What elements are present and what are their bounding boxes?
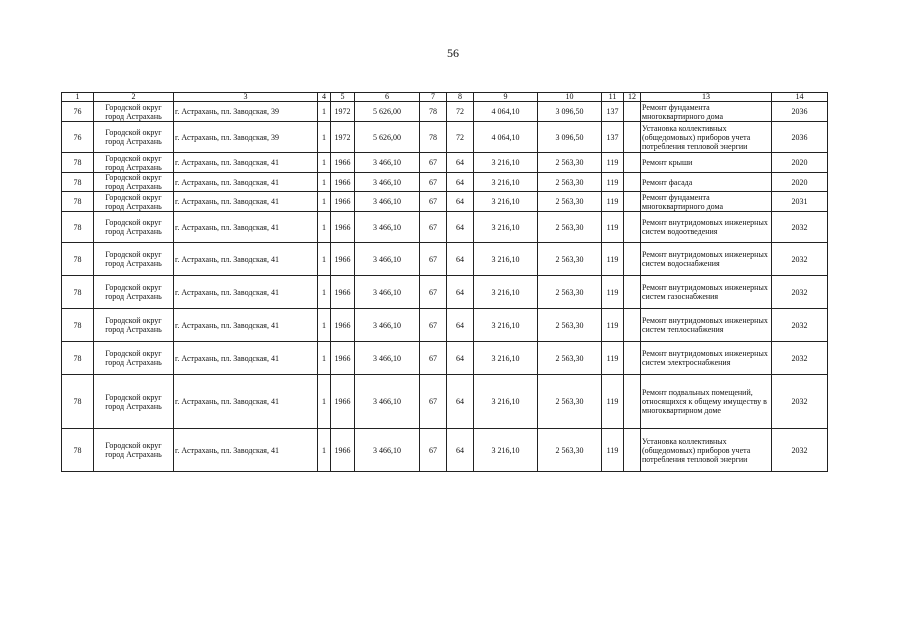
column-header-2: 2 (94, 93, 174, 102)
cell-planned-year: 2020 (772, 153, 828, 173)
cell-year-built: 1966 (331, 243, 355, 276)
cell-col-7: 67 (420, 243, 447, 276)
table-row (62, 102, 828, 122)
cell-col-4: 1 (318, 102, 331, 122)
cell-col-8: 64 (447, 429, 474, 472)
cell-col-4: 1 (318, 212, 331, 243)
cell-living-area: 3 216,10 (474, 276, 538, 309)
cell-col-10: 2 563,30 (538, 429, 602, 472)
cell-year-built: 1966 (331, 375, 355, 429)
cell-house-number: 76 (62, 102, 94, 122)
cell-address: г. Астрахань, пл. Заводская, 39 (174, 102, 318, 122)
cell-address: г. Астрахань, пл. Заводская, 41 (174, 192, 318, 212)
cell-house-number: 78 (62, 153, 94, 173)
cell-year-built: 1966 (331, 192, 355, 212)
cell-municipality: Городской округ город Астрахань (94, 243, 174, 276)
cell-living-area: 3 216,10 (474, 173, 538, 192)
cell-col-12 (624, 309, 641, 342)
table-row (62, 342, 828, 375)
cell-total-area: 5 626,00 (355, 102, 420, 122)
cell-address: г. Астрахань, пл. Заводская, 41 (174, 173, 318, 192)
cell-col-4: 1 (318, 429, 331, 472)
cell-col-8: 64 (447, 375, 474, 429)
cell-year-built: 1966 (331, 342, 355, 375)
page-number: 56 (447, 46, 459, 60)
cell-residents: 119 (602, 192, 624, 212)
cell-col-4: 1 (318, 153, 331, 173)
cell-address: г. Астрахань, пл. Заводская, 41 (174, 429, 318, 472)
cell-col-4: 1 (318, 192, 331, 212)
cell-col-4: 1 (318, 375, 331, 429)
cell-work-type: Ремонт внутридомовых инженерных систем электроснабжения (641, 342, 772, 375)
cell-planned-year: 2020 (772, 173, 828, 192)
cell-col-7: 67 (420, 153, 447, 173)
cell-house-number: 78 (62, 212, 94, 243)
cell-col-7: 67 (420, 375, 447, 429)
cell-col-12 (624, 375, 641, 429)
cell-total-area: 3 466,10 (355, 276, 420, 309)
cell-residents: 119 (602, 375, 624, 429)
cell-work-type: Ремонт внутридомовых инженерных систем газоснабжения (641, 276, 772, 309)
cell-col-8: 64 (447, 243, 474, 276)
cell-municipality: Городской округ город Астрахань (94, 309, 174, 342)
table-body (62, 102, 828, 472)
table-header (62, 93, 828, 102)
cell-total-area: 3 466,10 (355, 429, 420, 472)
cell-col-8: 72 (447, 122, 474, 153)
cell-planned-year: 2036 (772, 122, 828, 153)
cell-planned-year: 2031 (772, 192, 828, 212)
cell-col-8: 64 (447, 192, 474, 212)
cell-house-number: 78 (62, 429, 94, 472)
cell-residents: 119 (602, 173, 624, 192)
column-header-7: 7 (420, 93, 447, 102)
cell-total-area: 3 466,10 (355, 192, 420, 212)
cell-col-10: 2 563,30 (538, 375, 602, 429)
table-row (62, 122, 828, 153)
cell-col-7: 67 (420, 173, 447, 192)
cell-col-10: 2 563,30 (538, 342, 602, 375)
cell-total-area: 3 466,10 (355, 342, 420, 375)
cell-col-12 (624, 276, 641, 309)
column-header-9: 9 (474, 93, 538, 102)
cell-house-number: 78 (62, 342, 94, 375)
table-row (62, 309, 828, 342)
cell-municipality: Городской округ город Астрахань (94, 122, 174, 153)
cell-total-area: 3 466,10 (355, 153, 420, 173)
cell-total-area: 3 466,10 (355, 375, 420, 429)
cell-address: г. Астрахань, пл. Заводская, 41 (174, 243, 318, 276)
cell-year-built: 1966 (331, 276, 355, 309)
cell-col-4: 1 (318, 243, 331, 276)
cell-col-10: 2 563,30 (538, 173, 602, 192)
cell-living-area: 3 216,10 (474, 192, 538, 212)
cell-planned-year: 2032 (772, 276, 828, 309)
cell-col-12 (624, 192, 641, 212)
cell-year-built: 1966 (331, 212, 355, 243)
cell-col-12 (624, 342, 641, 375)
cell-col-7: 78 (420, 122, 447, 153)
cell-work-type: Ремонт внутридомовых инженерных систем теплоснабжения (641, 309, 772, 342)
cell-planned-year: 2036 (772, 102, 828, 122)
column-header-6: 6 (355, 93, 420, 102)
cell-address: г. Астрахань, пл. Заводская, 41 (174, 212, 318, 243)
cell-col-10: 2 563,30 (538, 192, 602, 212)
cell-col-8: 64 (447, 153, 474, 173)
cell-planned-year: 2032 (772, 375, 828, 429)
cell-col-10: 2 563,30 (538, 243, 602, 276)
table-row (62, 276, 828, 309)
cell-municipality: Городской округ город Астрахань (94, 173, 174, 192)
cell-total-area: 3 466,10 (355, 243, 420, 276)
cell-work-type: Ремонт фасада (641, 173, 772, 192)
cell-col-12 (624, 243, 641, 276)
table-row (62, 429, 828, 472)
cell-work-type: Ремонт крыши (641, 153, 772, 173)
cell-col-4: 1 (318, 342, 331, 375)
cell-year-built: 1966 (331, 153, 355, 173)
cell-residents: 119 (602, 342, 624, 375)
cell-house-number: 78 (62, 243, 94, 276)
cell-living-area: 3 216,10 (474, 243, 538, 276)
repair-registry-table (61, 92, 828, 472)
cell-year-built: 1966 (331, 309, 355, 342)
cell-residents: 119 (602, 243, 624, 276)
cell-col-12 (624, 102, 641, 122)
column-header-1: 1 (62, 93, 94, 102)
cell-col-12 (624, 173, 641, 192)
cell-residents: 119 (602, 429, 624, 472)
column-header-5: 5 (331, 93, 355, 102)
cell-planned-year: 2032 (772, 309, 828, 342)
cell-house-number: 78 (62, 192, 94, 212)
cell-col-12 (624, 153, 641, 173)
cell-address: г. Астрахань, пл. Заводская, 41 (174, 375, 318, 429)
cell-residents: 119 (602, 153, 624, 173)
cell-municipality: Городской округ город Астрахань (94, 192, 174, 212)
cell-residents: 119 (602, 309, 624, 342)
cell-col-7: 67 (420, 192, 447, 212)
cell-municipality: Городской округ город Астрахань (94, 212, 174, 243)
cell-house-number: 78 (62, 276, 94, 309)
cell-col-8: 64 (447, 309, 474, 342)
cell-address: г. Астрахань, пл. Заводская, 41 (174, 276, 318, 309)
table-row (62, 212, 828, 243)
table-row (62, 192, 828, 212)
cell-col-4: 1 (318, 173, 331, 192)
cell-col-10: 2 563,30 (538, 212, 602, 243)
cell-col-12 (624, 122, 641, 153)
table-row (62, 375, 828, 429)
cell-residents: 119 (602, 212, 624, 243)
cell-residents: 137 (602, 102, 624, 122)
cell-planned-year: 2032 (772, 342, 828, 375)
cell-house-number: 76 (62, 122, 94, 153)
cell-work-type: Ремонт фундамента многоквартирного дома (641, 102, 772, 122)
cell-total-area: 3 466,10 (355, 173, 420, 192)
cell-municipality: Городской округ город Астрахань (94, 342, 174, 375)
cell-col-8: 64 (447, 342, 474, 375)
cell-house-number: 78 (62, 309, 94, 342)
table-row (62, 243, 828, 276)
cell-col-7: 67 (420, 342, 447, 375)
cell-col-10: 2 563,30 (538, 276, 602, 309)
cell-house-number: 78 (62, 375, 94, 429)
cell-municipality: Городской округ город Астрахань (94, 375, 174, 429)
cell-living-area: 3 216,10 (474, 309, 538, 342)
cell-living-area: 4 064,10 (474, 102, 538, 122)
cell-col-4: 1 (318, 309, 331, 342)
cell-municipality: Городской округ город Астрахань (94, 102, 174, 122)
cell-municipality: Городской округ город Астрахань (94, 153, 174, 173)
cell-col-12 (624, 429, 641, 472)
cell-address: г. Астрахань, пл. Заводская, 41 (174, 342, 318, 375)
cell-work-type: Установка коллективных (общедомовых) приборов учета потребления тепловой энергии (641, 122, 772, 153)
cell-work-type: Установка коллективных (общедомовых) приборов учета потребления тепловой энергии (641, 429, 772, 472)
cell-col-7: 67 (420, 212, 447, 243)
cell-year-built: 1966 (331, 429, 355, 472)
cell-col-10: 3 096,50 (538, 102, 602, 122)
cell-address: г. Астрахань, пл. Заводская, 41 (174, 309, 318, 342)
cell-col-8: 64 (447, 276, 474, 309)
column-header-3: 3 (174, 93, 318, 102)
cell-living-area: 3 216,10 (474, 153, 538, 173)
cell-col-8: 64 (447, 212, 474, 243)
table-row (62, 153, 828, 173)
column-header-13: 13 (641, 93, 772, 102)
column-header-14: 14 (772, 93, 828, 102)
cell-year-built: 1972 (331, 102, 355, 122)
cell-col-10: 2 563,30 (538, 309, 602, 342)
cell-col-7: 67 (420, 309, 447, 342)
header-row (62, 93, 828, 102)
cell-address: г. Астрахань, пл. Заводская, 39 (174, 122, 318, 153)
cell-col-7: 67 (420, 429, 447, 472)
cell-living-area: 3 216,10 (474, 429, 538, 472)
column-header-4: 4 (318, 93, 331, 102)
cell-year-built: 1972 (331, 122, 355, 153)
cell-total-area: 5 626,00 (355, 122, 420, 153)
column-header-12: 12 (624, 93, 641, 102)
cell-total-area: 3 466,10 (355, 309, 420, 342)
table-row (62, 173, 828, 192)
column-header-8: 8 (447, 93, 474, 102)
cell-col-4: 1 (318, 122, 331, 153)
cell-planned-year: 2032 (772, 429, 828, 472)
cell-living-area: 3 216,10 (474, 375, 538, 429)
cell-living-area: 3 216,10 (474, 212, 538, 243)
cell-living-area: 3 216,10 (474, 342, 538, 375)
cell-living-area: 4 064,10 (474, 122, 538, 153)
cell-col-10: 2 563,30 (538, 153, 602, 173)
cell-house-number: 78 (62, 173, 94, 192)
column-header-10: 10 (538, 93, 602, 102)
cell-municipality: Городской округ город Астрахань (94, 276, 174, 309)
cell-total-area: 3 466,10 (355, 212, 420, 243)
cell-col-12 (624, 212, 641, 243)
cell-col-4: 1 (318, 276, 331, 309)
cell-work-type: Ремонт фундамента многоквартирного дома (641, 192, 772, 212)
cell-planned-year: 2032 (772, 212, 828, 243)
cell-municipality: Городской округ город Астрахань (94, 429, 174, 472)
cell-work-type: Ремонт внутридомовых инженерных систем водоотведения (641, 212, 772, 243)
cell-col-7: 67 (420, 276, 447, 309)
cell-work-type: Ремонт внутридомовых инженерных систем водоснабжения (641, 243, 772, 276)
cell-col-8: 64 (447, 173, 474, 192)
cell-year-built: 1966 (331, 173, 355, 192)
cell-planned-year: 2032 (772, 243, 828, 276)
cell-work-type: Ремонт подвальных помещений, относящихся к общему имуществу в многоквартирном доме (641, 375, 772, 429)
cell-address: г. Астрахань, пл. Заводская, 41 (174, 153, 318, 173)
column-header-11: 11 (602, 93, 624, 102)
cell-residents: 137 (602, 122, 624, 153)
cell-residents: 119 (602, 276, 624, 309)
cell-col-8: 72 (447, 102, 474, 122)
cell-col-7: 78 (420, 102, 447, 122)
cell-col-10: 3 096,50 (538, 122, 602, 153)
